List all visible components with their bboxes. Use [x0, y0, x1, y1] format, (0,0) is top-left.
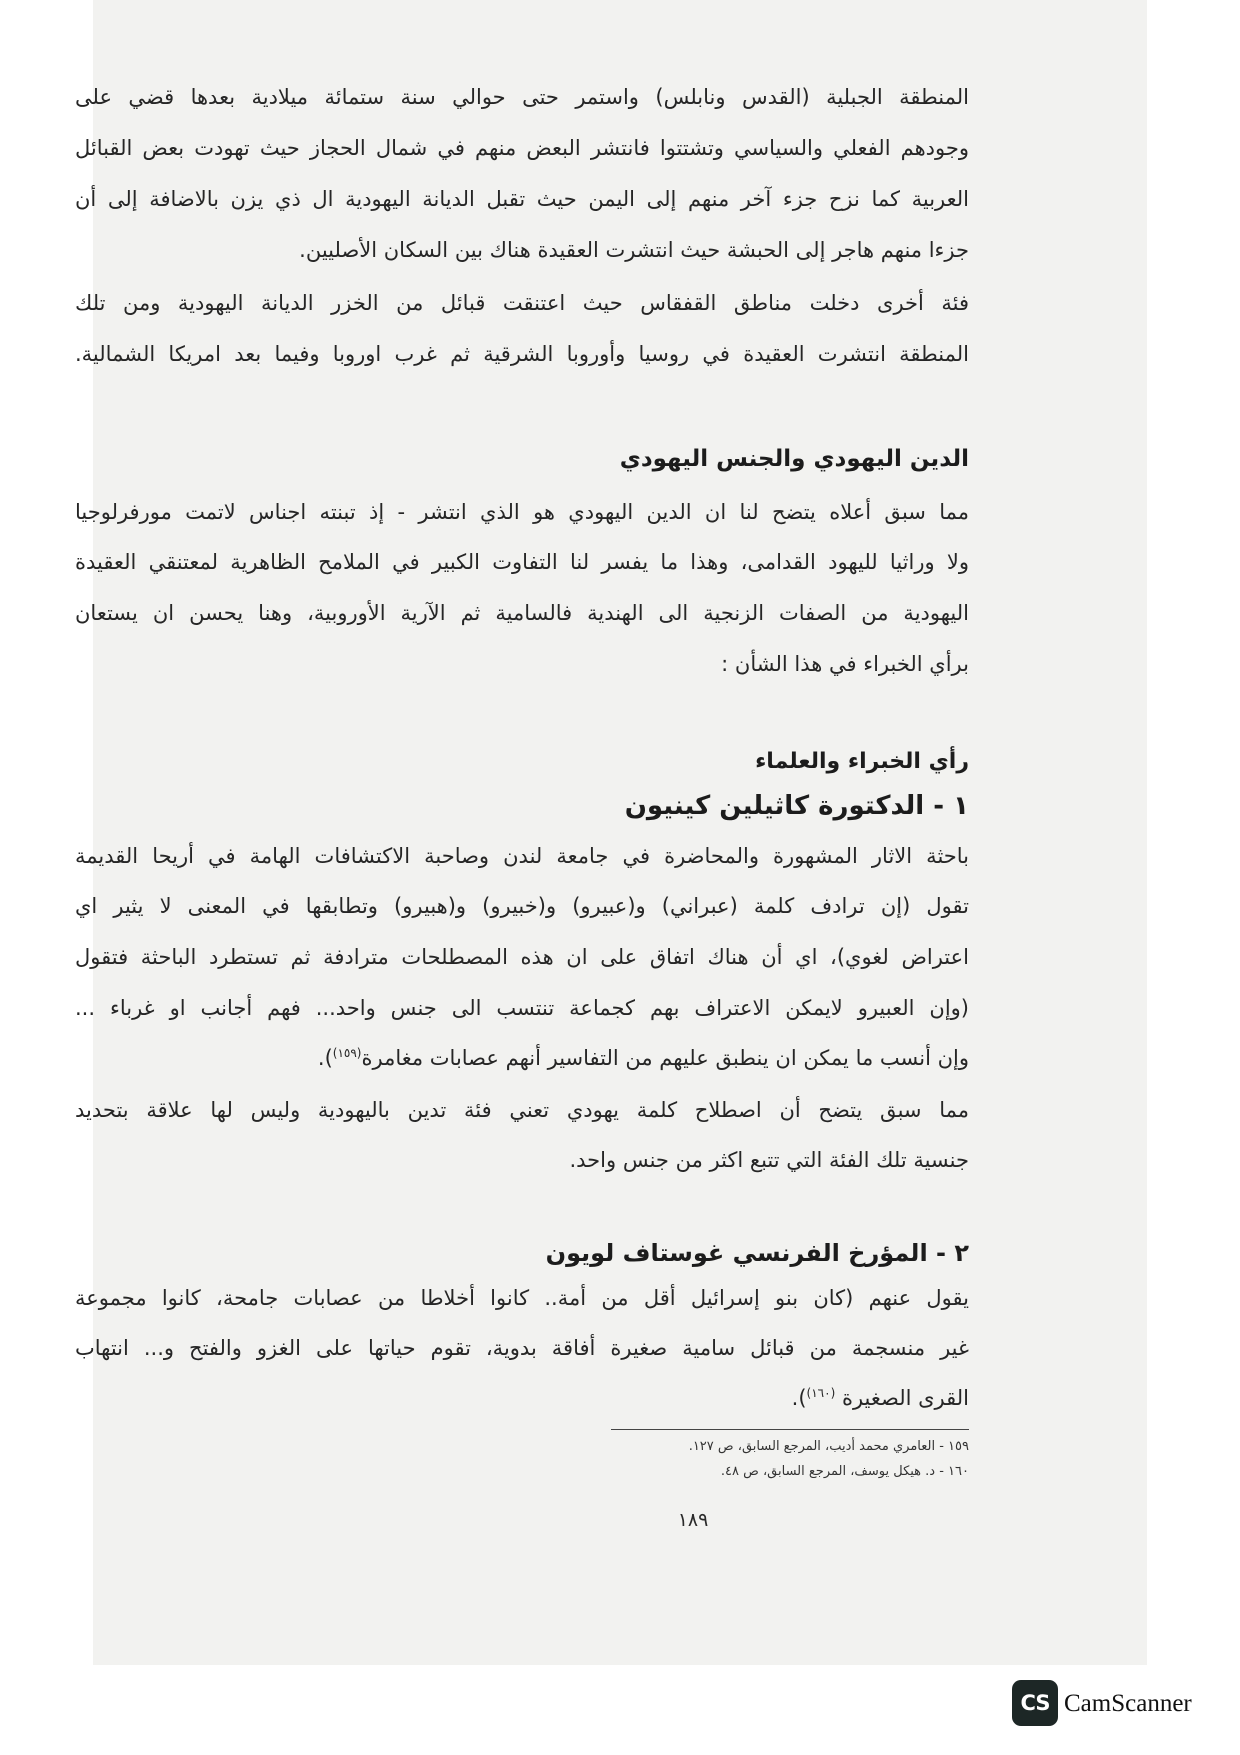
intro-line: وجودهم الفعلي والسياسي وتشتتوا فانتشر البعض منهم في شمال الحجاز حيث تهودت بعض القبائل: [75, 136, 969, 160]
footnote-divider: [611, 1429, 969, 1430]
expert2-line: يقول عنهم (كان بنو إسرائيل أقل من أمة.. كانوا أخلاطا من عصابات جامحة، كانوا مجموعة: [75, 1286, 969, 1310]
camscanner-logo-icon: CS: [1012, 1680, 1058, 1726]
intro-line: العربية كما نزح جزء آخر منهم إلى اليمن حيث تقبل الديانة اليهودية ال ذي يزن بالاضافة إلى أن: [75, 187, 969, 211]
religion-line: اليهودية من الصفات الزنجية الى الهندية فالسامية ثم الآرية الأوروبية، وهنا يحسن ان يستعان: [75, 601, 969, 625]
conclusion-line: جنسية تلك الفئة التي تتبع اكثر من جنس واحد.: [569, 1148, 969, 1172]
page-number: ١٨٩: [677, 1509, 709, 1531]
intro-line: فئة أخرى دخلت مناطق القفقاس حيث اعتنقت قبائل من الخزر الديانة اليهودية ومن تلك: [75, 291, 969, 315]
expert1-line: باحثة الاثار المشهورة والمحاضرة في جامعة لندن وصاحبة الاكتشافات الهامة في أريحا القديمة: [75, 844, 969, 868]
expert1-line: تقول (إن ترادف كلمة (عبراني) و(عبيرو) و(خبيرو) و(هبيرو) وتطابقها في المعنى لا يثير اي: [75, 894, 969, 918]
expert1-title: ١ - الدكتورة كاثيلين كينيون: [624, 791, 969, 821]
footnote-ref-160: (١٦٠): [806, 1386, 836, 1400]
religion-line: برأي الخبراء في هذا الشأن :: [721, 652, 969, 676]
religion-line: ولا وراثيا لليهود القدامى، وهذا ما يفسر لنا التفاوت الكبير في الملامح الظاهرية لمعتنقي العقيدة: [75, 550, 969, 574]
expert1-line: اعتراض لغوي)، اي أن هناك اتفاق على ان هذه المصطلحات مترادفة ثم تستطرد الباحثة فتقول: [75, 945, 969, 969]
conclusion-line: مما سبق يتضح أن اصطلاح كلمة يهودي تعني فئة تدين باليهودية وليس لها علاقة بتحديد: [75, 1098, 969, 1122]
expert1-last-text: وإن أنسب ما يمكن ان ينطبق عليهم من التفاسير أنهم عصابات مغامرة: [361, 1046, 969, 1070]
expert2-title: ٢ - المؤرخ الفرنسي غوستاف لويون: [545, 1239, 969, 1267]
expert1-last-line: [75, 1038, 969, 1078]
section-heading-religion-race: الدين اليهودي والجنس اليهودي: [619, 446, 969, 472]
expert2-last-tail: ).: [791, 1386, 807, 1410]
section-heading-experts: رأي الخبراء والعلماء: [755, 749, 969, 774]
expert1-last-tail: ).: [317, 1046, 333, 1070]
expert2-line: غير منسجمة من قبائل سامية صغيرة أفاقة بدوية، تقوم حياتها على الغزو والفتح و... انتهاب: [75, 1336, 969, 1360]
expert2-last-line: [75, 1378, 969, 1418]
religion-line: مما سبق أعلاه يتضح لنا ان الدين اليهودي هو الذي انتشر - إذ تبنته اجناس لاتمت مورفرلوجيا: [75, 500, 969, 524]
expert1-line: (وإن العبيرو لايمكن الاعتراف بهم كجماعة تنتسب الى جنس واحد... فهم أجانب او غرباء ...: [75, 996, 969, 1020]
intro-line: جزءا منهم هاجر إلى الحبشة حيث انتشرت العقيدة هناك بين السكان الأصليين.: [299, 238, 969, 262]
footnote-160: ١٦٠ - د. هيكل يوسف، المرجع السابق، ص ٤٨.: [720, 1464, 969, 1479]
footnote-159: ١٥٩ - العامري محمد أديب، المرجع السابق، ص ١٢٧.: [688, 1439, 969, 1454]
footnote-ref-159: (١٥٩): [332, 1046, 362, 1060]
intro-line: المنطقة انتشرت العقيدة في روسيا وأوروبا الشرقية ثم غرب اوروبا وفيما بعد امريكا الشمالية.: [75, 342, 969, 366]
expert2-last-text: القرى الصغيرة: [835, 1386, 969, 1410]
scanned-page: [75, 0, 1147, 1665]
intro-line: المنطقة الجبلية (القدس ونابلس) واستمر حتى حوالي سنة ستمائة ميلادية بعدها قضي على: [75, 85, 969, 109]
camscanner-brand-label: CamScanner: [1064, 1690, 1192, 1717]
